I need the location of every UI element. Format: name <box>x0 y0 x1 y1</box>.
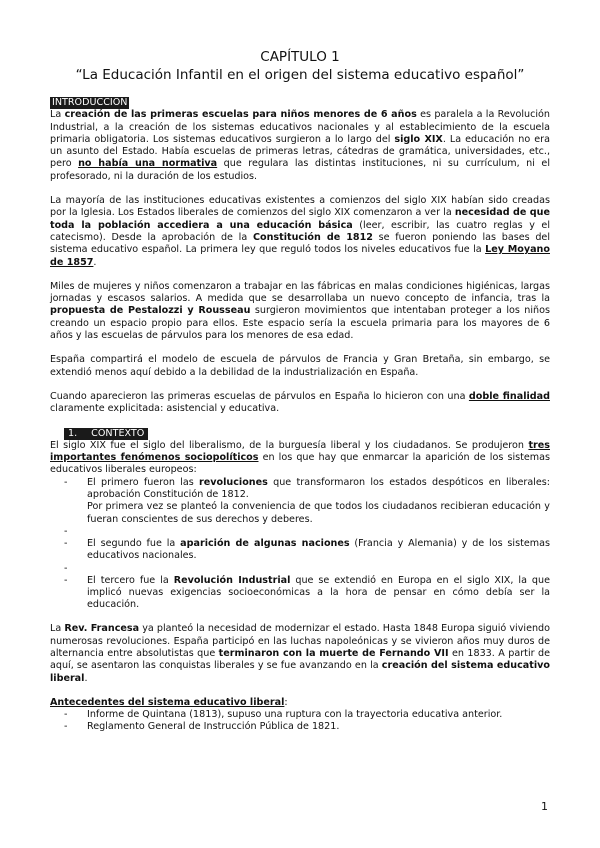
page-number: 1 <box>541 800 548 813</box>
intro-paragraph-2 <box>50 195 550 269</box>
intro-heading-row <box>50 97 550 109</box>
intro-paragraph-4: España compartirá el modelo de escuela de párvulos de Francia y Gran Bretaña, sin embargo, se extendió menos aquí debido a la debilidad de la industrialización en España. <box>50 354 550 378</box>
text-run: que se extendió en Europa en el siglo XIX, la que implicó nuevas exigencias socioeconómicas a la hora de pensar en cómo debía ser la educación. <box>87 574 550 611</box>
context-paragraph-2 <box>50 623 550 684</box>
intro-paragraph-3 <box>50 281 550 342</box>
list-item <box>50 575 550 612</box>
text-run: surgieron movimientos que intentaban proteger a los niños creando un espacio propio para ellos. Este espacio sería la escuela primaria para los mayores de 6 años y las escuelas de párvulos para los menores de esa edad. <box>50 305 550 342</box>
bold-text: revoluciones <box>199 476 268 488</box>
text-run: es paralela a la Revolución Industrial, a la creación de los sistemas educativos nacionales y al establecimiento de la escuela primaria obligatoria. Los sistemas educativos surgieron a lo largo del <box>50 109 550 145</box>
antecedentes-heading <box>50 697 550 709</box>
bold-text: creación de las primeras escuelas para niños menores de 6 años <box>64 109 417 121</box>
text-run: Por primera vez se planteó la conveniencia de que todos los ciudadanos recibieran educación y fueran conscientes de sus derechos y deberes. <box>87 501 550 525</box>
list-item <box>50 477 550 526</box>
document-body <box>50 97 550 734</box>
text-run: Cuando aparecieron las primeras escuelas de párvulos en España lo hicieron con una <box>50 390 469 402</box>
text-run: que transformaron los estados despóticos en liberales: aprobación Constitución de 1812. <box>87 476 550 501</box>
context-paragraph-1 <box>50 440 550 477</box>
list-item <box>50 538 550 563</box>
text-run: (leer, escribir, las cuatro reglas y el catecismo). Desde la aprobación de la <box>50 219 550 243</box>
chapter-title: CAPÍTULO 1 <box>260 49 340 65</box>
bold-text: Rev. Francesa <box>64 623 140 635</box>
bold-underlined-text: doble finalidad <box>468 390 550 402</box>
section-title: CONTEXTO <box>91 427 145 439</box>
text-run: ya planteó la necesidad de modernizar el estado. Hasta 1848 Europa siguió viviendo numerosas revoluciones. España participó en las luchas napoleónicas y se vivieron años muy duros de alternancia entre absolutistas que <box>50 623 551 659</box>
text-run: (Francia y Alemania) y de los sistemas educativos nacionales. <box>87 537 550 562</box>
text-run: La <box>50 623 65 635</box>
bold-underlined-text: Ley Moyano de 1857 <box>50 244 550 268</box>
text-run: La <box>50 109 65 121</box>
text-run: se fueron poniendo las bases del sistema educativo español. La primera ley que reguló todos los niveles educativos fue la <box>50 231 550 256</box>
bold-text: aparición de algunas naciones <box>180 537 350 549</box>
antecedentes-list <box>50 709 550 734</box>
list-item: - Informe de Quintana (1813), supuso una ruptura con la trayectoria educativa anterior. <box>50 709 550 721</box>
text-run: La mayoría de las instituciones educativas existentes a comienzos del siglo XIX habían sido creadas por la Iglesia. Los Estados liberales de comienzos del siglo XIX comenzaron a ver la <box>50 195 550 219</box>
text-run: . <box>93 256 97 268</box>
list-spacer <box>50 563 550 575</box>
bold-underlined-text: no había una normativa <box>78 158 218 170</box>
bold-text: Revolución Industrial <box>173 574 291 586</box>
text-run: El siglo XIX fue el siglo del liberalismo, de la burguesía liberal y los ciudadanos. Se produjeron <box>50 439 529 451</box>
text-run: El segundo fue la <box>87 537 181 549</box>
text-run: . La educación no era un asunto del Estado. Había escuelas de primeras letras, cátedras de gramática, universidades, etc., pero <box>50 133 550 170</box>
phenomena-list <box>50 477 550 612</box>
text-run: El tercero fue la <box>87 574 174 586</box>
bold-underlined-text: Antecedentes del sistema educativo liberal <box>50 696 285 708</box>
text-run: claramente explicitada: asistencial y educativa. <box>50 403 280 415</box>
bold-text: terminaron con la muerte de Fernando VII <box>218 647 449 659</box>
bold-text: propuesta de Pestalozzi y Rousseau <box>50 305 251 317</box>
bold-underlined-text: tres importantes fenómenos sociopolíticos <box>50 439 550 464</box>
chapter-subtitle: “La Educación Infantil en el origen del sistema educativo español” <box>75 67 525 83</box>
section-number: 1. <box>68 427 78 439</box>
bold-text: siglo XIX <box>394 133 443 145</box>
text-run: en 1833. A partir de aquí, se asentaron las conquistas liberales y se fue avanzando en la <box>50 647 550 672</box>
intro-paragraph-1 <box>50 109 550 183</box>
bold-text: creación del sistema educativo liberal <box>50 660 550 684</box>
text-run: : <box>284 696 288 708</box>
text-run: El primero fueron las <box>87 476 200 488</box>
context-heading <box>64 428 148 440</box>
text-run: Miles de mujeres y niños comenzaron a trabajar en las fábricas en malas condiciones higiénicas, largas jornadas y escasos salarios. A medida que se desarrollaba un nuevo concepto de infancia, tras la <box>50 280 550 305</box>
text-run: . <box>84 672 88 684</box>
intro-paragraph-5 <box>50 391 550 416</box>
context-heading-row <box>50 428 550 440</box>
bold-text: necesidad de que toda la población accediera a una educación básica <box>50 207 550 231</box>
list-item: - Reglamento General de Instrucción Pública de 1821. <box>50 721 550 733</box>
bold-text: Constitución de 1812 <box>252 231 373 243</box>
intro-heading: INTRODUCCIÓN <box>52 97 128 108</box>
list-spacer <box>50 526 550 538</box>
text-run: que regulara las distintas instituciones, ni su currículum, ni el profesorado, ni la duración de los estudios. <box>50 158 550 182</box>
text-run: en los que hay que enmarcar la aparición de los sistemas educativos liberales europeos: <box>50 452 550 476</box>
